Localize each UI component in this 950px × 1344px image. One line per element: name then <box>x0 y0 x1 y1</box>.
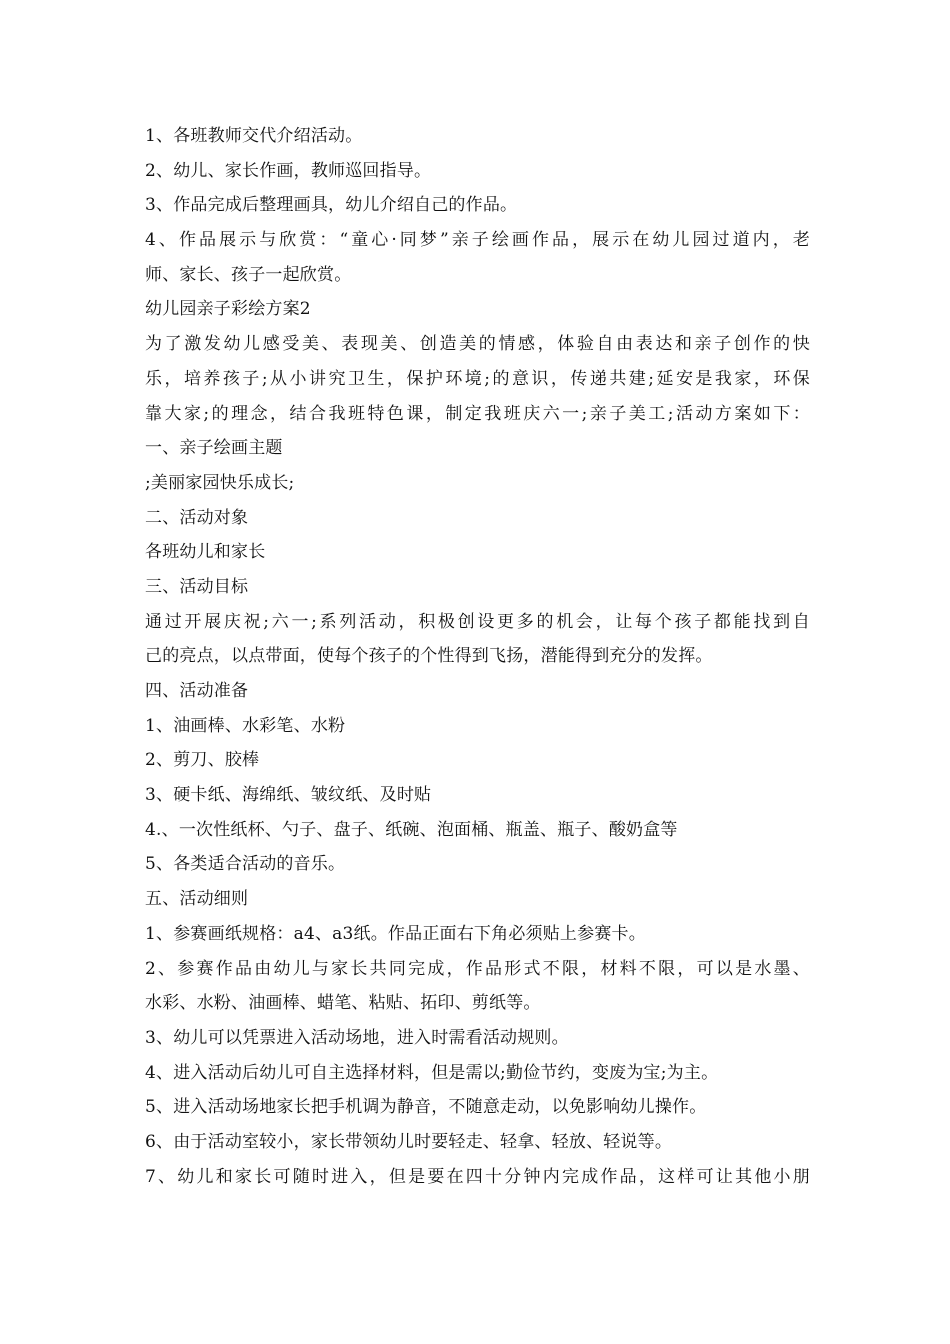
text-line: 为了激发幼儿感受美、表现美、创造美的情感，体验自由表达和亲子创作的快 <box>145 334 810 355</box>
text-line: 水彩、水粉、油画棒、蜡笔、粘贴、拓印、剪纸等。 <box>145 993 541 1014</box>
text-line: 靠大家;的理念，结合我班特色课，制定我班庆六一;亲子美工;活动方案如下： <box>145 403 810 424</box>
section-heading: 三、活动目标 <box>145 576 249 597</box>
section-heading: 二、活动对象 <box>145 507 249 528</box>
text-line: 2、幼儿、家长作画，教师巡回指导。 <box>145 160 432 181</box>
list-item: 1、油画棒、水彩笔、水粉 <box>145 715 346 736</box>
document-page <box>145 119 810 1194</box>
list-item: 1、参赛画纸规格：a4、a3纸。作品正面右下角必须贴上参赛卡。 <box>145 923 646 944</box>
text-line: 3、作品完成后整理画具，幼儿介绍自己的作品。 <box>145 195 518 216</box>
section-heading: 一、亲子绘画主题 <box>145 438 283 459</box>
list-item: 2、剪刀、胶棒 <box>145 750 260 771</box>
section-heading: 四、活动准备 <box>145 681 249 701</box>
text-line: 1、各班教师交代介绍活动。 <box>145 126 363 146</box>
list-item: 3、硬卡纸、海绵纸、皱纹纸、及时贴 <box>145 785 432 806</box>
text-line: 己的亮点，以点带面，使每个孩子的个性得到飞扬，潜能得到充分的发挥。 <box>145 646 713 667</box>
list-item: 5、进入活动场地家长把手机调为静音，不随意走动，以免影响幼儿操作。 <box>145 1097 707 1118</box>
text-line: 乐，培养孩子;从小讲究卫生，保护环境;的意识，传递共建;延安是我家，环保 <box>145 368 810 389</box>
text-line: 各班幼儿和家长 <box>145 542 266 563</box>
list-item: 5、各类适合活动的音乐。 <box>145 854 346 875</box>
section-heading: 幼儿园亲子彩绘方案2 <box>145 299 311 320</box>
text-line: 师、家长、孩子一起欣赏。 <box>145 264 352 285</box>
list-item: 3、幼儿可以凭票进入活动场地，进入时需看活动规则。 <box>145 1027 569 1048</box>
list-item: 4.、一次性纸杯、勺子、盘子、纸碗、泡面桶、瓶盖、瓶子、酸奶盒等 <box>145 819 678 840</box>
list-item: 7、幼儿和家长可随时进入，但是要在四十分钟内完成作品，这样可让其他小朋 <box>145 1166 810 1187</box>
section-heading: 五、活动细则 <box>145 889 249 910</box>
list-item: 6、由于活动室较小，家长带领幼儿时要轻走、轻拿、轻放、轻说等。 <box>145 1131 673 1152</box>
text-line: 4、作品展示与欣赏：“童心·同梦”亲子绘画作品，展示在幼儿园过道内，老 <box>145 230 810 251</box>
text-line: 通过开展庆祝;六一;系列活动，积极创设更多的机会，让每个孩子都能找到自 <box>145 611 810 632</box>
text-line: ;美丽家园快乐成长; <box>145 472 295 493</box>
list-item: 2、参赛作品由幼儿与家长共同完成，作品形式不限，材料不限，可以是水墨、 <box>145 958 810 979</box>
list-item: 4、进入活动后幼儿可自主选择材料，但是需以;勤俭节约，变废为宝;为主。 <box>145 1062 719 1083</box>
